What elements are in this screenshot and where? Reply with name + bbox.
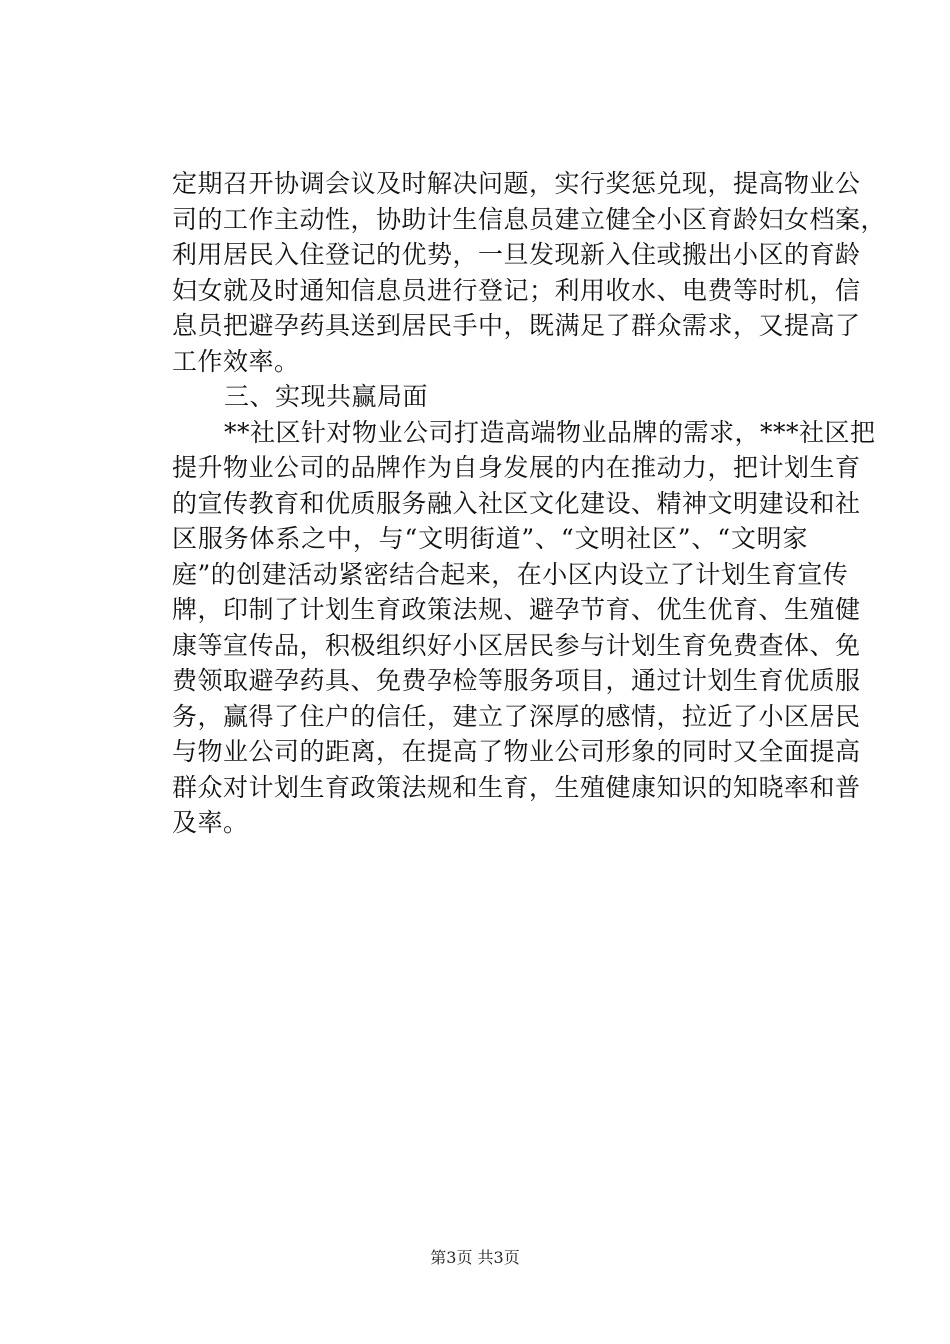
body-text: [172, 166, 887, 841]
text-line: 提升物业公司的品牌作为自身发展的内在推动力，把计划生育: [172, 453, 861, 482]
text-line: 牌，印制了计划生育政策法规、避孕节育、优生优育、生殖健: [172, 595, 861, 624]
page-footer: 第3页 共3页: [430, 1248, 520, 1267]
text-line: 务，赢得了住户的信任，建立了深厚的感情，拉近了小区居民: [172, 701, 861, 731]
text-line: 司的工作主动性，协助计生信息员建立健全小区育龄妇女档案，: [172, 204, 887, 234]
paragraph-first-line: **社区针对物业公司打造高端物业品牌的需求，***社区把: [224, 417, 876, 447]
text-line: 工作效率。: [172, 346, 300, 376]
section-heading: 三、实现共赢局面: [224, 382, 429, 411]
text-line: 群众对计划生育政策法规和生育，生殖健康知识的知晓率和普: [172, 772, 861, 802]
text-line: 庭”的创建活动紧密结合起来，在小区内设立了计划生育宣传: [172, 559, 849, 589]
text-line: 息员把避孕药具送到居民手中，既满足了群众需求，又提高了: [172, 311, 861, 340]
text-line: 与物业公司的距离，在提高了物业公司形象的同时又全面提高: [172, 737, 861, 766]
text-line: 费领取避孕药具、免费孕检等服务项目，通过计划生育优质服: [172, 666, 861, 695]
text-line: 及率。: [172, 808, 249, 837]
text-line: 定期召开协调会议及时解决问题，实行奖惩兑现，提高物业公: [172, 169, 861, 198]
text-line: 康等宣传品，积极组织好小区居民参与计划生育免费查体、免: [172, 630, 861, 660]
text-line: 区服务体系之中，与“文明街道”、“文明社区”、“文明家: [172, 524, 808, 553]
text-line: 的宣传教育和优质服务融入社区文化建设、精神文明建设和社: [172, 488, 861, 518]
text-line: 妇女就及时通知信息员进行登记；利用收水、电费等时机，信: [172, 275, 861, 305]
text-line: 利用居民入住登记的优势，一旦发现新入住或搬出小区的育龄: [172, 240, 861, 269]
